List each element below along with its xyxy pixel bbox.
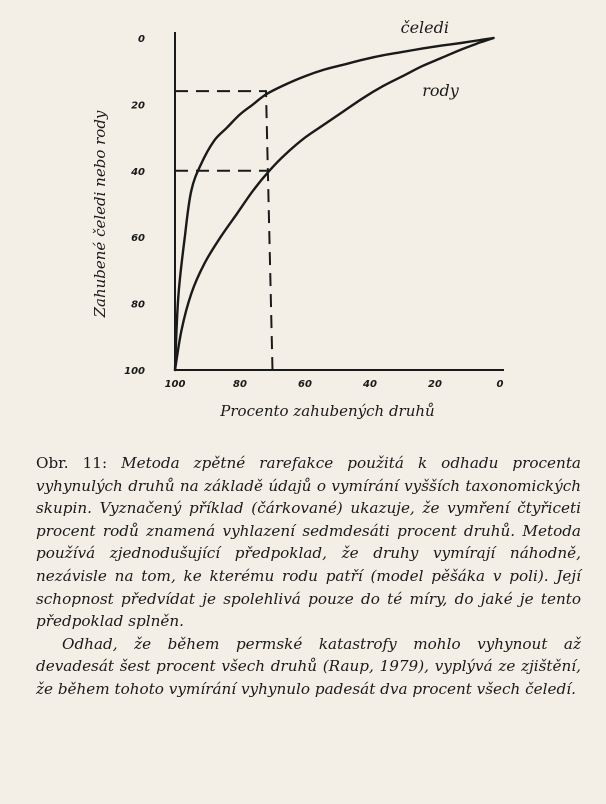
y-tick-label: 60	[131, 233, 145, 245]
y-tick-label: 20	[131, 100, 145, 112]
x-tick-labels	[165, 379, 504, 390]
x-tick-label: 40	[363, 379, 377, 390]
figure-caption	[36, 452, 581, 701]
caption-paragraph-2	[36, 633, 581, 701]
y-tick-label: 100	[124, 366, 145, 377]
x-tick-label: 60	[298, 379, 312, 390]
y-tick-label: 80	[131, 299, 145, 311]
x-tick-label: 100	[164, 379, 186, 390]
x-tick-label: 0	[496, 379, 504, 390]
caption-paragraph-1	[36, 452, 581, 633]
caption-label: Obr. 11:	[36, 454, 108, 472]
x-axis-title: Procento zahubených druhů	[220, 402, 435, 420]
series-label: čeledi	[400, 18, 449, 38]
y-tick-label: 40	[131, 166, 145, 178]
series-label: rody	[422, 81, 459, 101]
caption-text-1: Metoda zpětné rarefakce použitá k odhadu procenta vyhynulých druhů na základě údajů o vymírání vyšších taxonomických skupin. Vyznačený příklad (čárkované) ukazuje, že vymření čtyřiceti procent rodů znamená vyhlazení sedmdesáti procent druhů. Metoda používá zjednodušující předpoklad, že druhy vymírají náhodně, nezávisle na tom, ke kterému rodu patří (model pěšáka v poli). Její schopnost předvídat je spolehlivá pouze do té míry, do jaké je tento předpoklad splněn.	[36, 454, 581, 631]
y-axis-title: Zahubené čeledi nebo rody	[91, 110, 109, 318]
y-tick-label: 0	[138, 34, 145, 45]
x-tick-label: 80	[233, 379, 247, 390]
caption-text-2: Odhad, že během permské katastrofy mohlo vyhynout až devadesát šest procent všech druhů (Raup, 1979), vyplývá ze zjištění, že během tohoto vymírání vyhynulo padesát dva procent všech čeledí.	[36, 634, 581, 698]
series-labels	[401, 18, 460, 100]
y-tick-labels	[124, 34, 145, 377]
x-tick-label: 20	[428, 379, 442, 390]
